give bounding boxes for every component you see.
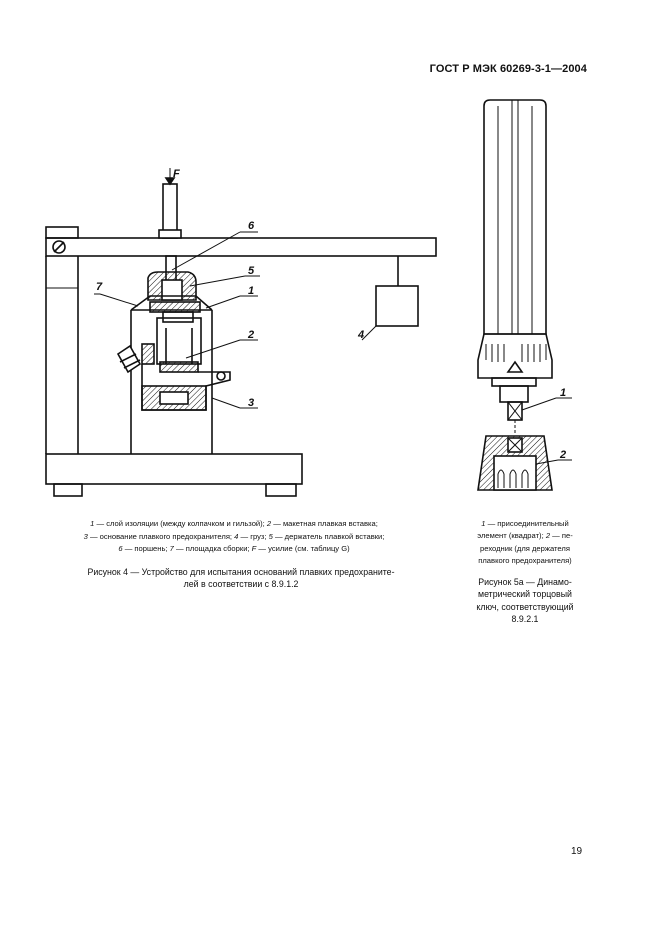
callout-7: 7 (96, 281, 103, 293)
callout-4: 4 (358, 329, 365, 341)
force-label: F (173, 168, 180, 180)
figure-5a-caption: Рисунок 5а — Динамо- метрический торцовый ключ, соответствующий 8.9.2.1 (476, 577, 574, 624)
callout-2: 2 (248, 329, 255, 341)
callout-5a-1: 1 (560, 387, 567, 399)
legend-line-2: 3 — основание плавкого предохранителя; 4 — груз; 5 — держатель плавкой вставки; (83, 531, 385, 541)
figure-4-caption: Рисунок 4 — Устройство для испытания оснований плавких предохраните- лей в соответствии с 8.9.1.2 (87, 567, 395, 590)
callout-1: 1 (248, 285, 255, 297)
callout-5a-2: 2 (560, 449, 567, 461)
page-number: 19 (571, 846, 583, 857)
legend-line-3: 6 — поршень; 7 — площадка сборки; F — усилие (см. таблицу G) (118, 544, 350, 553)
legend-line-1: 1 — слой изоляции (между колпачком и гильзой); 2 — макетная плавкая вставка; (90, 519, 378, 528)
figure-4-legend (44, 518, 424, 556)
callout-6: 6 (248, 220, 255, 232)
figure-5a-legend: 1 — присоединительный элемент (квадрат); 2 — пе- реходник (для держателя плавкого предохранителя) (477, 519, 573, 565)
callout-5: 5 (248, 265, 255, 277)
figure-4-apparatus-drawing (38, 160, 448, 500)
figure-5a-torque-wrench-drawing (462, 94, 587, 499)
callout-3: 3 (248, 397, 255, 409)
standard-header: ГОСТ Р МЭК 60269-3-1—2004 (429, 63, 587, 75)
